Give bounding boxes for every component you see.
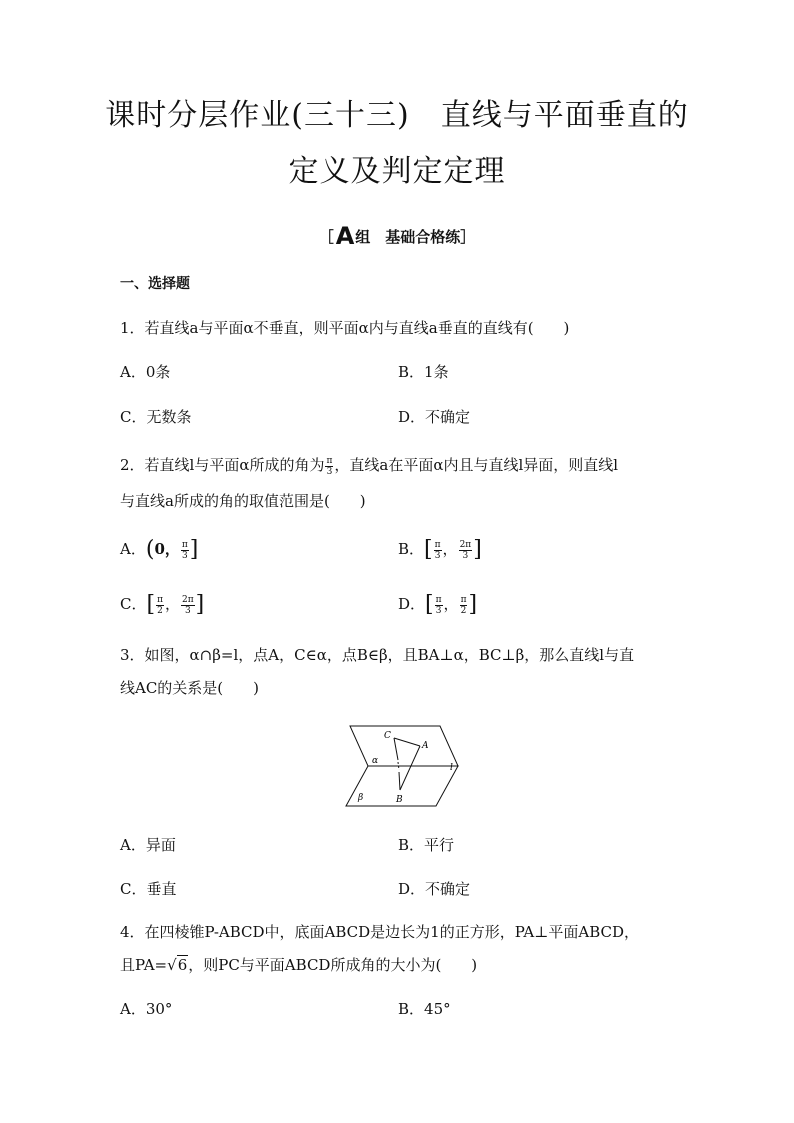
q2-stem-text-a: 2．若直线l与平面α所成的角为 bbox=[120, 456, 325, 474]
q2-d-num1: π bbox=[435, 594, 442, 605]
q2-c-bracket-right: ] bbox=[195, 592, 205, 617]
q2-b-sep: ， bbox=[442, 540, 458, 558]
q3-stem-line2: 线AC的关系是( ) bbox=[120, 679, 260, 697]
q4-stem-text-b: ，则PC与平面ABCD所成角的大小为( ) bbox=[188, 956, 478, 974]
page-title-line1: 课时分层作业(三十三) 直线与平面垂直的 bbox=[105, 98, 689, 133]
sqrt-icon: √ bbox=[167, 956, 177, 974]
page-title-line2: 定义及判定定理 bbox=[288, 154, 506, 189]
segment-cb-lower bbox=[399, 772, 400, 790]
figure-label-l: l bbox=[450, 763, 453, 773]
q4-option-b: B．45° bbox=[398, 1000, 451, 1018]
q2-a-label: A． bbox=[120, 540, 146, 558]
segment-ca bbox=[394, 738, 420, 746]
q2-c-label: C． bbox=[120, 595, 147, 613]
q2-d-den2: 2 bbox=[460, 605, 467, 616]
q2-b-den2: 3 bbox=[462, 550, 469, 561]
q1-option-a: A．0条 bbox=[120, 363, 171, 381]
q2-option-d bbox=[398, 592, 477, 617]
q2-stem-text-b: ，直线a在平面α内且与直线l异面，则直线l bbox=[334, 456, 619, 474]
q2-c-den1: 2 bbox=[157, 605, 163, 616]
q2-c-den2: 3 bbox=[184, 605, 191, 616]
q4-sqrt-value: 6 bbox=[177, 956, 188, 974]
q2-b-label: B． bbox=[398, 540, 425, 558]
q2-option-a bbox=[120, 537, 198, 562]
q2-stem-frac-num: π bbox=[326, 455, 333, 466]
q2-a-value: 0， bbox=[154, 540, 180, 558]
group-heading bbox=[0, 224, 794, 249]
q2-stem-fraction bbox=[325, 456, 333, 477]
q2-a-bracket-right: ] bbox=[189, 537, 199, 562]
q2-b-den1: 3 bbox=[434, 550, 441, 561]
q2-option-b bbox=[398, 537, 482, 562]
figure-label-a: A bbox=[422, 741, 429, 751]
segment-cb-upper bbox=[394, 738, 398, 760]
group-text: 组 基础合格练 bbox=[355, 228, 461, 246]
group-bracket-left: ［ bbox=[318, 228, 334, 246]
q3-stem-line1: 3．如图，α∩β=l，点A，C∈α，点B∈β，且BA⊥α，BC⊥β，那么直线l与直 bbox=[120, 646, 635, 664]
q3-option-a: A．异面 bbox=[120, 836, 176, 854]
q3-option-d: D．不确定 bbox=[398, 880, 471, 898]
q2-c-num2: 2π bbox=[182, 594, 194, 605]
q1-option-b: B．1条 bbox=[398, 363, 449, 381]
q3-option-c: C．垂直 bbox=[120, 880, 177, 898]
q2-d-sep: ， bbox=[443, 595, 459, 613]
q2-stem-line2: 与直线a所成的角的取值范围是( ) bbox=[120, 492, 366, 510]
group-bracket-right: ］ bbox=[460, 228, 476, 246]
q2-a-bracket-left: ( bbox=[145, 537, 155, 562]
q2-c-bracket-left: [ bbox=[146, 592, 156, 617]
figure-label-c: C bbox=[384, 731, 391, 741]
q4-stem-line1: 4．在四棱锥P-ABCD中，底面ABCD是边长为1的正方形，PA⊥平面ABCD， bbox=[120, 923, 639, 941]
q4-stem-line2 bbox=[120, 953, 477, 977]
q2-d-num2: π bbox=[460, 594, 467, 605]
plane-alpha bbox=[350, 726, 458, 766]
q2-b-num1: π bbox=[434, 539, 441, 550]
q3-figure bbox=[340, 722, 460, 808]
figure-label-alpha: α bbox=[372, 756, 379, 766]
figure-label-b: B bbox=[396, 795, 403, 805]
q2-b-bracket-left: [ bbox=[424, 537, 433, 562]
q2-b-fraction1 bbox=[434, 540, 442, 561]
q3-option-b: B．平行 bbox=[398, 836, 455, 854]
q2-a-fraction bbox=[181, 540, 189, 561]
q2-b-fraction2 bbox=[459, 540, 473, 561]
q1-option-d: D．不确定 bbox=[398, 408, 471, 426]
q2-c-fraction2 bbox=[181, 595, 195, 616]
q2-option-c bbox=[120, 592, 204, 617]
q2-d-fraction1 bbox=[435, 595, 443, 616]
figure-label-beta: β bbox=[358, 793, 364, 803]
q2-d-label: D． bbox=[398, 595, 426, 613]
q2-c-sep: ， bbox=[165, 595, 181, 613]
q2-a-num: π bbox=[181, 539, 188, 550]
q2-b-bracket-right: ] bbox=[473, 537, 482, 562]
q2-c-fraction1 bbox=[156, 595, 164, 616]
q4-option-a: A．30° bbox=[120, 1000, 173, 1018]
q1-stem: 1．若直线a与平面α不垂直，则平面α内与直线a垂直的直线有( ) bbox=[120, 319, 570, 337]
q2-stem-frac-den: 3 bbox=[326, 466, 333, 477]
q2-stem-line1 bbox=[120, 453, 618, 477]
q2-c-num1: π bbox=[157, 594, 163, 605]
section-heading: 一、选择题 bbox=[120, 276, 190, 292]
q2-b-num2: 2π bbox=[459, 539, 472, 550]
q2-d-bracket-left: [ bbox=[425, 592, 434, 617]
q2-a-den: 3 bbox=[181, 550, 188, 561]
q4-stem-text-a: 且PA= bbox=[120, 956, 168, 974]
group-letter: A bbox=[335, 222, 355, 250]
segment-ab bbox=[400, 746, 420, 790]
q2-d-den1: 3 bbox=[435, 605, 442, 616]
q1-option-c: C．无数条 bbox=[120, 408, 192, 426]
q2-d-fraction2 bbox=[460, 595, 468, 616]
q2-d-bracket-right: ] bbox=[468, 592, 478, 617]
